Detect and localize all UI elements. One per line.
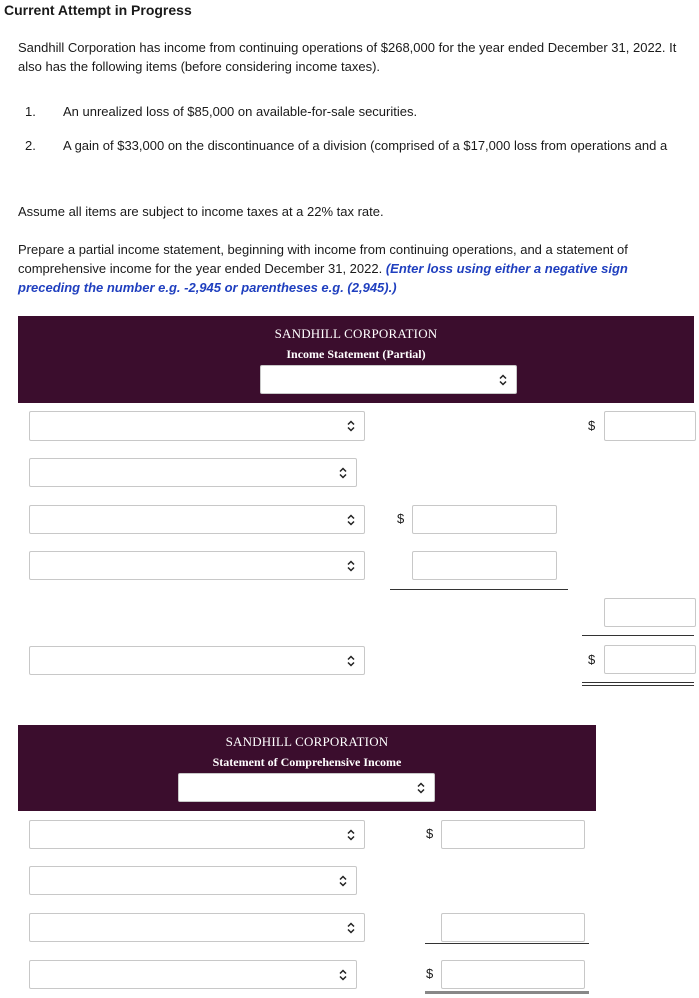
entry-hint: (Enter loss using either a negative sign preceding the number e.g. -2,945 or parentheses e.g. (2,945).): [18, 261, 628, 295]
amount-input[interactable]: [441, 960, 585, 989]
tax-note: Assume all items are subject to income taxes at a 22% tax rate.: [18, 204, 384, 219]
account-select[interactable]: [29, 866, 357, 895]
item-number: 1.: [25, 104, 36, 119]
dollar-sign: $: [426, 966, 434, 981]
amount-input[interactable]: [441, 820, 585, 849]
chevron-updown-icon: [346, 922, 356, 934]
item-text: A gain of $33,000 on the discontinuance of a division (comprised of a $17,000 loss from operations and a: [63, 138, 668, 153]
account-select[interactable]: [29, 551, 365, 580]
subtotal-rule: [582, 635, 694, 636]
amount-input[interactable]: [441, 913, 585, 942]
account-select[interactable]: [29, 458, 357, 487]
chevron-updown-icon: [346, 420, 356, 432]
instructions-text: Prepare a partial income statement, beginning with income from continuing operations, and a statement of comprehensive income for the year ended December 31, 2022.: [18, 242, 628, 276]
chevron-updown-icon: [338, 467, 348, 479]
chevron-updown-icon: [346, 655, 356, 667]
subtotal-rule: [390, 589, 568, 590]
chevron-updown-icon: [346, 560, 356, 572]
dollar-sign: $: [426, 826, 434, 841]
double-rule: [582, 682, 694, 683]
dollar-sign: $: [397, 511, 405, 526]
chevron-updown-icon: [338, 875, 348, 887]
account-select[interactable]: [29, 913, 365, 942]
amount-input[interactable]: [412, 551, 557, 580]
chevron-updown-icon: [346, 829, 356, 841]
company-name: SANDHILL CORPORATION: [225, 734, 389, 749]
problem-intro: Sandhill Corporation has income from continuing operations of $268,000 for the year ended December 31, 2022. It also has the following items (before considering income taxes).: [18, 40, 677, 74]
account-select[interactable]: [29, 960, 357, 989]
account-select[interactable]: [29, 646, 365, 675]
statement-title: Income Statement (Partial): [286, 347, 426, 361]
instructions: [18, 240, 678, 297]
item-text: An unrealized loss of $85,000 on available-for-sale securities.: [63, 104, 418, 119]
chevron-updown-icon: [498, 374, 508, 386]
dollar-sign: $: [588, 652, 596, 667]
period-select[interactable]: [178, 773, 435, 802]
period-select[interactable]: [260, 365, 517, 394]
chevron-updown-icon: [346, 514, 356, 526]
subtotal-rule: [425, 943, 589, 944]
dollar-sign: $: [588, 418, 596, 433]
company-name: SANDHILL CORPORATION: [274, 326, 438, 341]
statement-title: Statement of Comprehensive Income: [212, 755, 402, 769]
account-select[interactable]: [29, 411, 365, 441]
amount-input[interactable]: [604, 598, 696, 627]
page-title: Current Attempt in Progress: [4, 2, 192, 18]
chevron-updown-icon: [416, 782, 426, 794]
item-number: 2.: [25, 138, 36, 153]
amount-input[interactable]: [604, 411, 696, 441]
account-select[interactable]: [29, 505, 365, 534]
double-rule: [582, 685, 694, 686]
chevron-updown-icon: [338, 969, 348, 981]
account-select[interactable]: [29, 820, 365, 849]
amount-input[interactable]: [412, 505, 557, 534]
double-rule: [425, 991, 589, 994]
amount-input[interactable]: [604, 645, 696, 674]
